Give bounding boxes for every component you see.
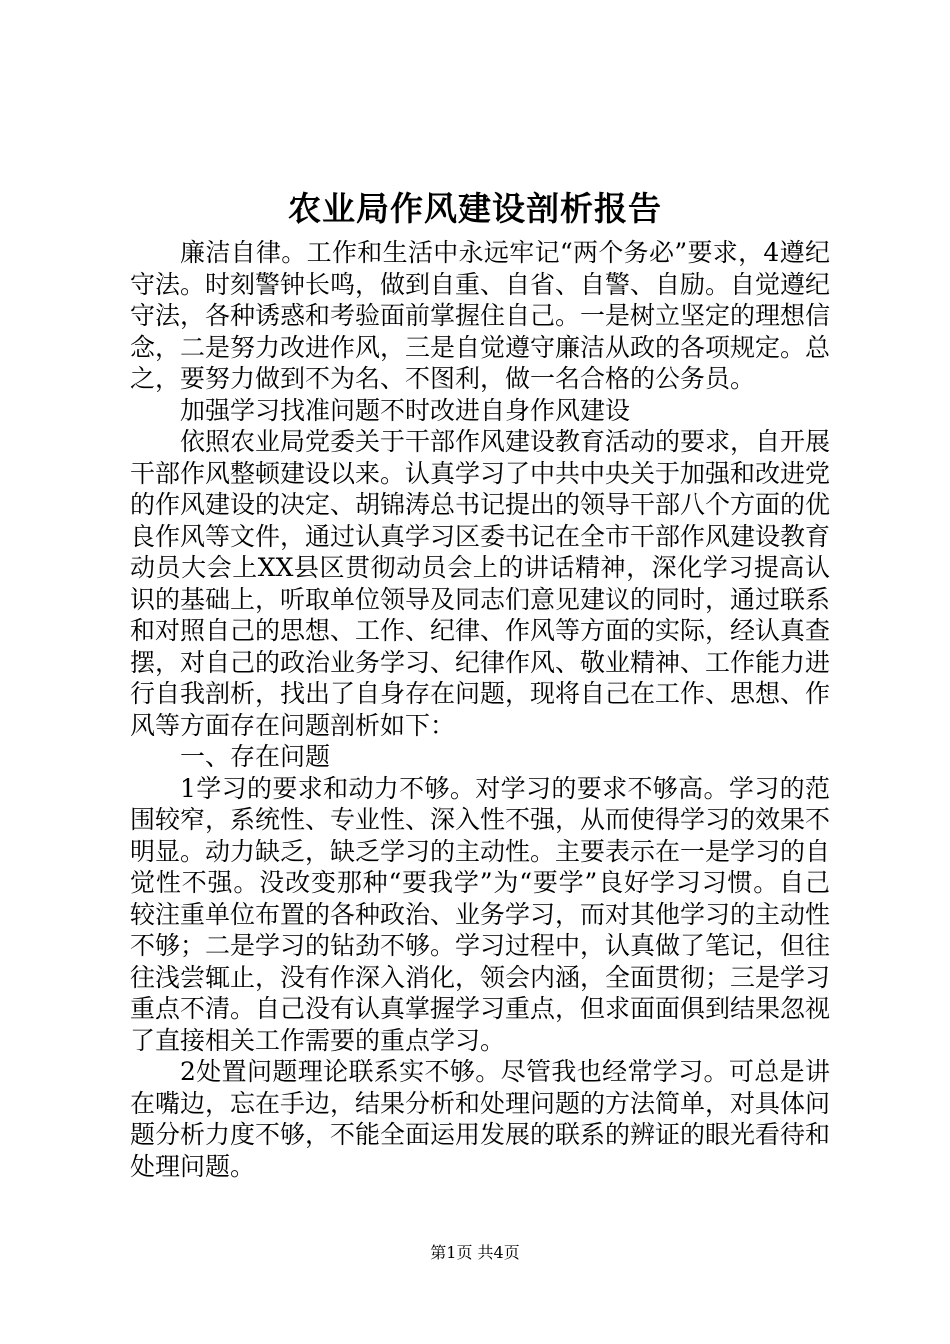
paragraph-problem-2: 2处置问题理论联系实不够。尽管我也经常学习。可总是讲在嘴边，忘在手边，结果分析和处理问题的方法简单，对具体问题分析力度不够，不能全面运用发展的联系的辨证的眼光看待和处理问题。 <box>130 1057 831 1181</box>
document-body <box>130 237 830 1182</box>
paragraph-integrity: 廉洁自律。工作和生活中永远牢记“两个务必”要求，4遵纪守法。时刻警钟长鸣，做到自重、自省、自警、自励。自觉遵纪守法，各种诱惑和考验面前掌握住自己。一是树立坚定的理想信念，二是努力改进作风，三是自觉遵守廉洁从政的各项规定。总之，要努力做到不为名、不图利，做一名合格的公务员。 <box>130 238 831 393</box>
document-title: 农业局作风建设剖析报告 <box>288 189 662 228</box>
paragraph-subtitle: 加强学习找准问题不时改进自身作风建设 <box>180 395 631 425</box>
paragraph-problem-1: 1学习的要求和动力不够。对学习的要求不够高。学习的范围较窄，系统性、专业性、深入性不强，从而使得学习的效果不明显。动力缺乏，缺乏学习的主动性。主要表示在一是学习的自觉性不强。没改变那种“要我学”为“要学”良好学习习惯。自己较注重单位布置的各种政治、业务学习，而对其他学习的主动性不够；二是学习的钻劲不够。学习过程中，认真做了笔记，但往往浅尝辄止，没有作深入消化，领会内涵，全面贯彻；三是学习重点不清。自己没有认真掌握学习重点，但求面面俱到结果忽视了直接相关工作需要的重点学习。 <box>130 773 831 1055</box>
section-heading-problems: 一、存在问题 <box>180 742 331 771</box>
paragraph-intro: 依照农业局党委关于干部作风建设教育活动的要求，自开展干部作风整顿建设以来。认真学习了中共中央关于加强和改进党的作风建设的决定、胡锦涛总书记提出的领导干部八个方面的优良作风等文件，通过认真学习区委书记在全市干部作风建设教育动员大会上XX县区贯彻动员会上的讲话精神，深化学习提高认识的基础上，听取单位领导及同志们意见建议的同时，通过联系和对照自己的思想、工作、纪律、作风等方面的实际，经认真查摆，对自己的政治业务学习、纪律作风、敬业精神、工作能力进行自我剖析，找出了自身存在问题，现将自己在工作、思想、作风等方面存在问题剖析如下： <box>130 427 831 740</box>
page-number-footer: 第1页 共4页 <box>430 1243 520 1262</box>
